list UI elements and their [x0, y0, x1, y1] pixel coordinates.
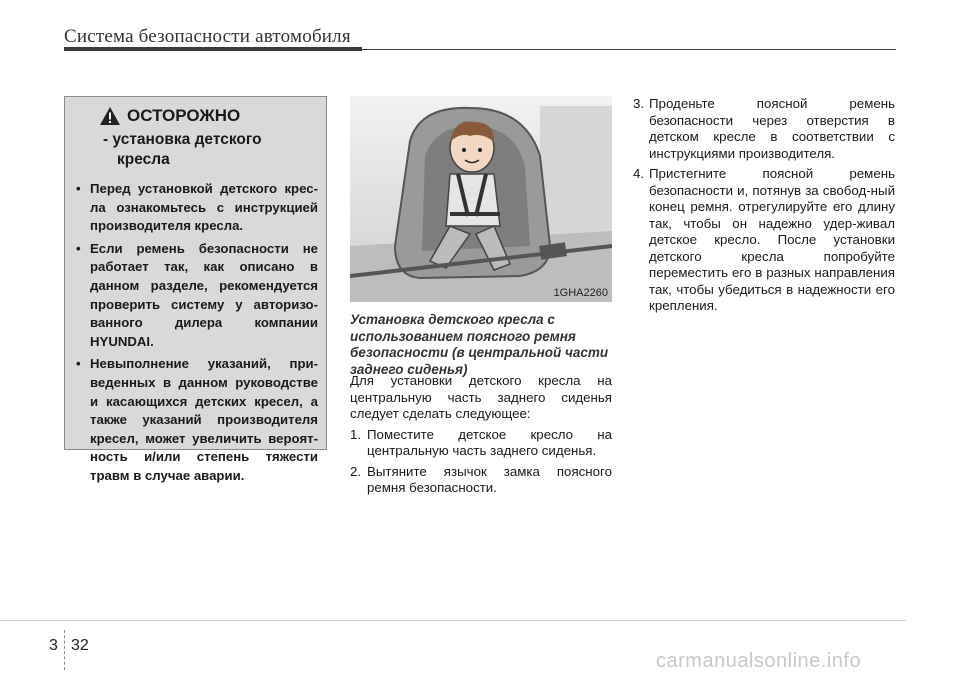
caution-title-row — [73, 106, 318, 126]
footer-rule — [0, 620, 906, 621]
warning-icon — [99, 106, 121, 126]
caution-box — [64, 96, 327, 483]
child-seat-illustration — [350, 96, 612, 302]
step-item: 3. Проденьте поясной ремень безопасности через отверстия в детском кресле в соответствии с инструкциями производителя. — [633, 96, 895, 161]
page-number: 32 — [71, 637, 89, 654]
right-column — [633, 96, 895, 319]
intro-text: Для установки детского кресла на центральную часть заднего сиденья следует сделать следующее: — [350, 373, 612, 421]
step-item: 4. Пристегните поясной ремень безопасности и, потянув за свобод-ный конец ремня. отрегулируйте его длину так, чтобы он надежно удер-живал детское кресло. После установки детского кресла попробуйте переместить его в разных направления так, чтобы убедиться в надежности его крепления. — [633, 166, 895, 313]
caution-title: ОСТОРОЖНО — [127, 106, 241, 125]
image-code: 1GHA2260 — [553, 287, 608, 299]
header-title: Система безопасности автомобиля — [64, 26, 351, 47]
footer-separator — [64, 630, 65, 670]
chapter-number: 3 — [49, 637, 58, 654]
header-rule-thin — [362, 49, 896, 50]
caution-subtitle-line2: кресла — [117, 151, 170, 168]
illustration — [350, 96, 612, 302]
step-item: 1. Поместите детское кресло на центральную часть заднего сиденья. — [350, 426, 612, 458]
figure-caption: Установка детского кресла с использованием поясного ремня безопасности (в центральной части заднего сиденья) — [350, 312, 609, 377]
caution-item: • Невыполнение указаний, при-веденных в данном руководстве и касающихся детских кресел, а также указаний производителя кресел, может увеличить вероят-ность и/или степень тяжести травм в случае аварии. — [76, 356, 318, 483]
step-item: 2. Вытяните язычок замка поясного ремня безопасности. — [350, 463, 612, 495]
caution-subtitle: - установка детского — [103, 131, 262, 148]
caution-item: • Перед установкой детского крес-ла ознакомьтесь с инструкцией производителя кресла. — [76, 181, 318, 234]
caution-item: • Если ремень безопасности не работает так, как описано в данном разделе, рекомендуется проверить систему у авторизо-ванного дилера компании HYUNDAI. — [76, 240, 318, 349]
caution-list — [73, 180, 318, 486]
watermark: carmanualsonline.info — [656, 650, 862, 672]
header-rule-thick — [64, 47, 362, 51]
middle-column — [350, 373, 612, 501]
